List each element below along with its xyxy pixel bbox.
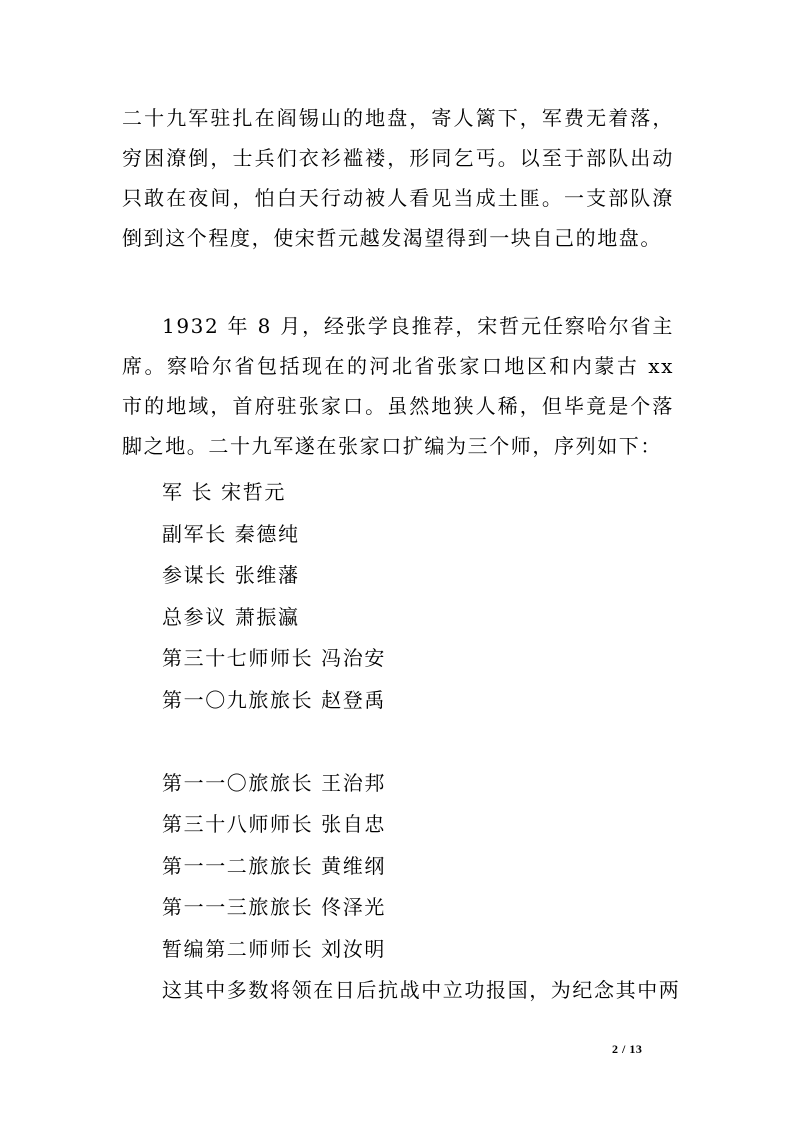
roster-item: 暂编第二师师长 刘汝明	[162, 936, 386, 961]
closing-line: 这其中多数将领在日后抗战中立功报国，为纪念其中两	[162, 978, 681, 1002]
page-number: 2 / 13	[612, 1042, 643, 1056]
roster-item: 副军长 秦德纯	[162, 521, 300, 546]
roster-item: 参谋长 张维藩	[162, 563, 300, 587]
roster-item: 第三十八师师长 张自忠	[162, 812, 386, 836]
paragraph-2: 1932 年 8 月，经张学良推荐，宋哲元任察哈尔省主席。察哈尔省包括现在的河北省张家口地区和内蒙古 xx 市的地域，首府驻张家口。虽然地狭人稀，但毕竟是个落脚之地。二十九军遂在张家口扩编为三个师，序列如下：	[122, 314, 674, 458]
roster-item: 第三十七师师长 冯治安	[162, 646, 386, 670]
roster-item: 第一〇九旅旅长 赵登禹	[162, 687, 386, 712]
roster-item: 第一一二旅旅长 黄维纲	[162, 853, 386, 878]
army-roster-list	[162, 472, 386, 970]
roster-blank-line	[162, 721, 386, 763]
paragraph-1: 二十九军驻扎在阎锡山的地盘，寄人篱下，军费无着落，穷困潦倒，士兵们衣衫褴褛，形同乞丐。以至于部队出动只敢在夜间，怕白天行动被人看见当成土匪。一支部队潦倒到这个程度，使宋哲元越发渴望得到一块自己的地盘。	[122, 106, 674, 250]
roster-item: 总参议 萧振瀛	[162, 604, 300, 629]
roster-item: 军 长 宋哲元	[162, 480, 286, 504]
roster-item: 第一一〇旅旅长 王治邦	[162, 770, 386, 795]
roster-item: 第一一三旅旅长 佟泽光	[162, 895, 386, 919]
